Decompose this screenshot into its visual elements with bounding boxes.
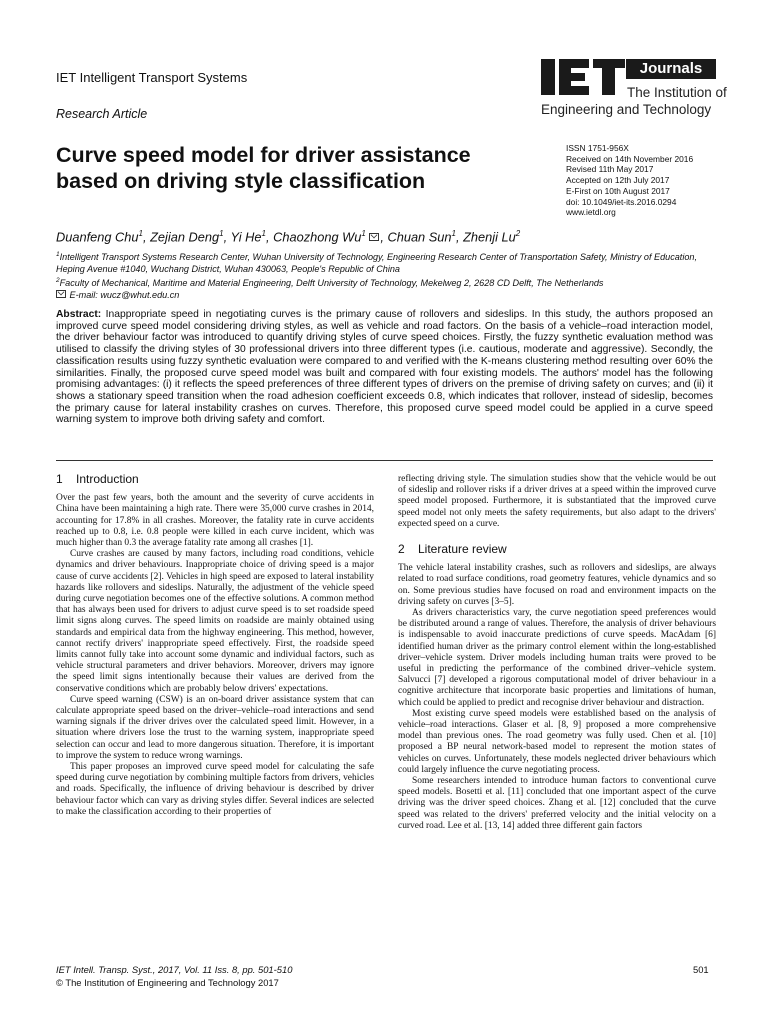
paper-title: Curve speed model for driver assistance based on driving style classification <box>56 143 471 193</box>
affiliation-mark: 2 <box>56 277 60 285</box>
paragraph: The vehicle lateral instability crashes, such as rollovers and sideslips, are always related to road surface conditions, road geometry features, vehicle dynamics and so on. Some previous studies have focused on road and environment impacts on the driving safety on curves [3–5]. <box>398 563 716 607</box>
journals-tag: Journals <box>626 59 716 79</box>
article-metadata <box>566 143 693 218</box>
footer <box>56 964 292 989</box>
envelope-icon <box>369 233 379 241</box>
affiliation-mark: 1 <box>56 251 60 258</box>
author-affiliation-mark: 1 <box>261 229 266 238</box>
paragraph: This paper proposes an improved curve speed model for calculating the safe speed during curve negotiation by combining multiple factors from drivers, vehicles and roads. Specifically, the influence of driving behaviour is described by driver behaviour factor which can vary as driving styles differ. Several indices are selected to make the classification according to their properties of <box>56 762 374 817</box>
copyright: © The Institution of Engineering and Technology 2017 <box>56 976 279 988</box>
corresponding-email <box>56 290 716 302</box>
doi[interactable]: doi: 10.1049/iet-its.2016.0294 <box>566 196 677 207</box>
affiliation-2 <box>56 275 716 290</box>
author-affiliation-mark: 1 <box>219 229 224 238</box>
section-heading-literature-review <box>398 544 716 555</box>
left-column <box>56 474 374 818</box>
right-column <box>398 474 716 832</box>
paragraph: As drivers characteristics vary, the curve negotiation speed preferences would be distributed around a range of values. Therefore, the analysis of driver behaviours is indispensable to avoid inaccurate predictions of curve speeds. MacAdam [6] identified human driver as the primary control element within the long-established driver–vehicle system. Driver models including human traits were proved to be useful in predicting the performance of the combined driver–vehicle system. Salvucci [7] developed a rigorous computational model of driver behaviour in a cognitive architecture that incorporate basic properties and limitations of human, which could be applied to predict and recognise driver behaviour and distraction. <box>398 608 716 708</box>
author-name: Duanfeng Chu <box>56 229 139 245</box>
received-date: Received on 14th November 2016 <box>566 153 694 164</box>
author-name: Chuan Sun <box>387 229 452 245</box>
paragraph: Curve speed warning (CSW) is an on-board driver assistance system that can calculate appropriate speed based on the driver–vehicle–road interactions and send warning signals if the driver drives over the calculated speed limit. However, in a situation where drivers lose the trust to the warning system, inappropriate speed selection can occur and lead to more dangerous situation. Therefore, it is important to improve the system to reduce wrong warnings. <box>56 694 374 761</box>
paragraph: Curve crashes are caused by many factors, including road conditions, vehicle dynamics and driver behaviours. Inappropriate choice of driving speed is a major cause of curve accidents [2]. Vehicles in high speed are exposed to lateral instability hazards like rollovers and sideslips. Naturally, the adjustment of the vehicle speed during curve negotiation becomes one of the effective solutions. A common method that has always been used for drivers to adjust curve speed is to set roadside speed limit signs along curves. The speed limits on roadside are mainly obtained using standards and empirical data from the highway engineering. This method, however, cannot rectify drivers' inappropriate speed effectively. First, the roadside speed limits cannot fully take into account some dynamic and individual factors, such as vehicle structural parameters and driver behaviors. Moreover, drivers may ignore the speed limit signs intentionally because their values are derived from the conservative conditions which are probably below drivers' expectations. <box>56 549 374 694</box>
affiliation-1 <box>56 249 716 275</box>
citation: IET Intell. Transp. Syst., 2017, Vol. 11 Iss. 8, pp. 501-510 <box>56 964 293 975</box>
affiliation-text: Faculty of Mechanical, Maritime and Material Engineering, Delft University of Technology, Mekelweg 2, 2628 CD Delft, The Netherlands <box>59 278 604 289</box>
section-number: 2 <box>398 542 405 557</box>
issn: ISSN 1751-956X <box>566 143 629 153</box>
paragraph: Some researchers intended to introduce human factors to conventional curve speed models. Bosetti et al. [11] concluded that one important aspect of the curve driving was the driver speed choices. Zhang et al. [12] concluded that the curve speed was related to the drivers' preferred velocity and the initial velocity on a curved road. Lee et al. [13, 14] added three different gain factors <box>398 776 716 831</box>
iet-logo <box>541 57 727 123</box>
affiliation-text: Intelligent Transport Systems Research Center, Wuhan University of Technology, Engineering Research Center of Transportation Safety, Ministry of Education, Heping Avenue #1040, Wuchang District, Wuhan 430063, People's Republic of China <box>56 252 697 274</box>
institution-name-line2: Engineering and Technology <box>541 102 712 117</box>
abstract-text: Inappropriate speed in negotiating curves is the primary cause of rollovers and sideslips. In this study, the authors proposed an improved curve speed model considering driving styles, as well as vehicle and road factors. On the basis of a vehicle–road interaction model, the driver behaviour factor was introduced to quantify driving styles of curve speed choices. Firstly, the fuzzy synthetic evaluation method was utilised to classify the driving styles of 30 professional drivers into three different types (i.e. cautious, moderate and aggressive). Secondly, the classification results using fuzzy synthetic evaluation were compared to and verified with the K-means clustering method resulting over 60% the similarities. Finally, the proposed curve speed model was built and compared with four existing models. The authors' model has the following promising advantages: (i) it reflects the speed preferences of three different types of drivers on the premise of driving safety on curves; and (ii) it shows a stationary speed transition when the road adhesion coefficient exceeds 0.8, which indicates that rollover, instead of sideslip, becomes the primary cause for lateral instability crashes on curves. Therefore, this proposed curve speed model could be applied in a curve speed warning system to improve both driving safety and comfort. <box>56 309 713 426</box>
iet-logo-mark <box>541 59 625 95</box>
website-link[interactable]: www.ietdl.org <box>566 207 616 218</box>
efirst-date: E-First on 10th August 2017 <box>566 185 670 196</box>
author-name: Zhenji Lu <box>463 229 516 245</box>
institution-name-line1: The Institution of <box>627 85 727 100</box>
affiliations <box>56 249 716 301</box>
accepted-date: Accepted on 12th July 2017 <box>566 175 670 186</box>
envelope-icon <box>56 290 66 298</box>
author-name: Zejian Deng <box>150 229 220 245</box>
author-affiliation-mark: 2 <box>515 229 521 238</box>
section-title: Introduction <box>76 472 139 486</box>
section-heading-introduction <box>56 474 374 485</box>
article-type: Research Article <box>56 107 148 121</box>
author-list: Duanfeng Chu$^1$, Zejian Deng$^1$, Yi He$^1$, Chaozhong Wu$^1$ , Chuan Sun$^1$, Zhenji Lu$^2$ <box>56 229 521 245</box>
email-address[interactable]: E-mail: wucz@whut.edu.cn <box>69 289 180 300</box>
journal-name: IET Intelligent Transport Systems <box>56 70 248 85</box>
section-title: Literature review <box>418 542 507 557</box>
paragraph: Most existing curve speed models were established based on the analysis of vehicle–road interactions. Glaser et al. [8, 9] proposed a more comprehensive model than previous ones. The road geometry was fully used. Chen et al. [10] proposed a BP neural network-based model to represent the motion states of vehicles on curves. Unfortunately, these models neglected driver behaviours which could largely influence the curve negotiating process. <box>398 708 716 775</box>
author-name: Chaozhong Wu <box>273 229 362 245</box>
author-name: Yi He <box>230 229 262 245</box>
author-affiliation-mark: 1 <box>361 229 366 238</box>
revised-date: Revised 11th May 2017 <box>566 164 654 175</box>
author-affiliation-mark: 1 <box>451 229 456 238</box>
abstract-label: Abstract: <box>56 309 102 320</box>
abstract <box>56 309 713 426</box>
page-number: 501 <box>693 964 709 975</box>
divider <box>56 460 713 461</box>
author-affiliation-mark: 1 <box>138 229 143 238</box>
paragraph: reflecting driving style. The simulation studies show that the vehicle would be out of sideslip and rollover risks if a driver drives at a speed within the improved curve speed model proposed. Furthermore, it is substantiated that the improved curve speed model not only meets the safety requirements, but also adapt to the drivers' expected speed on a curve. <box>398 474 716 529</box>
paragraph: Over the past few years, both the amount and the severity of curve accidents in China have been maintaining a high rate. There were 35,000 curve crashes in 2014, accounting for 17.8% in all crashes. Moreover, the fatality rate in curve accidents reached up to 0.8, i.e. 0.8 people were killed in each curve incident, which was much higher than 0.3 the average fatality rate among all crashes [1]. <box>56 493 374 549</box>
section-number: 1 <box>56 472 63 486</box>
